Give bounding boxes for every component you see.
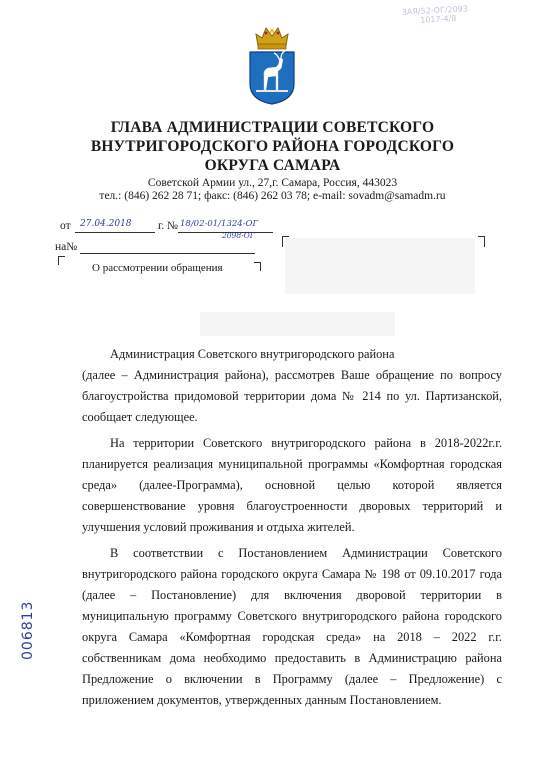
letter-body (82, 344, 502, 716)
handwritten-number: 18/02-01/1324-ОГ (180, 219, 259, 229)
address-block (0, 177, 545, 202)
coat-of-arms-icon (244, 24, 300, 106)
redacted-addressee (285, 238, 475, 294)
corner-stamp (402, 4, 469, 25)
reference-underline (80, 253, 255, 254)
reference-label: на№ (55, 241, 78, 253)
org-title-line2: ВНУТРИГОРОДСКОГО РАЙОНА ГОРОДСКОГО (90, 138, 455, 155)
handwritten-date: 27.04.2018 (80, 219, 132, 229)
paragraph-1: (далее – Администрация района), рассмотрев Ваше обращение по вопросу благоустройства придомовой территории дома № 214 по ул. Партизанской, сообщает следующее. (82, 368, 502, 424)
corner-stamp-line1: 3АЯ/52-ОГ/2093 (401, 4, 469, 17)
contacts-line: тел.: (846) 262 28 71; факс: (846) 262 03 78; e-mail: sovadm@samadm.ru (99, 190, 446, 202)
corner-stamp-line2: 1017-4/8 (420, 13, 457, 25)
org-title-line1: ГЛАВА АДМИНИСТРАЦИИ СОВЕТСКОГО (110, 119, 435, 136)
date-underline (75, 232, 155, 233)
paragraph-1-first-line: Администрация Советского внутригородского района (110, 347, 395, 361)
from-label: от (60, 220, 71, 232)
side-registry-number: 006813 (20, 600, 36, 660)
bracket-left-open (58, 256, 65, 265)
org-title-line3: ОКРУГА САМАРА (204, 157, 341, 174)
addressee-bracket-right (478, 236, 485, 247)
g-label: г. (158, 220, 165, 232)
crown-icon (256, 28, 288, 49)
redacted-salutation (200, 312, 395, 336)
handwritten-number-2: 2098-ОГ (222, 231, 255, 240)
paragraph-2: На территории Советского внутригородского района в 2018-2022г.г. планируется реализация муниципальной программы «Комфортная городская среда» (далее-Программа), основной целью которой является совершенствование уровня благоустроенности дворовых территорий и улучшения условий проживания и отдыха жителей. (82, 436, 502, 534)
bracket-right-close (254, 262, 261, 271)
org-title (0, 118, 545, 175)
num-label: № (167, 220, 178, 232)
subject-line: О рассмотрении обращения (92, 262, 223, 274)
address-line1: Советской Армии ул., 27,г. Самара, Россия, 443023 (147, 177, 398, 189)
paragraph-3: В соответствии с Постановлением Администрации Советского внутригородского района городского округа Самара № 198 от 09.10.2017 года (далее – Постановление) для включения дворовой территории в муниципальную программу Советского внутригородского района городского округа Самара «Комфортная городская среда» на 2018 – 2022 г.г. собственникам дома необходимо предоставить в Администрацию района Предложение о включении в Программу (далее – Предложение) с приложением документов, утвержденных данным Постановлением. (82, 546, 502, 707)
